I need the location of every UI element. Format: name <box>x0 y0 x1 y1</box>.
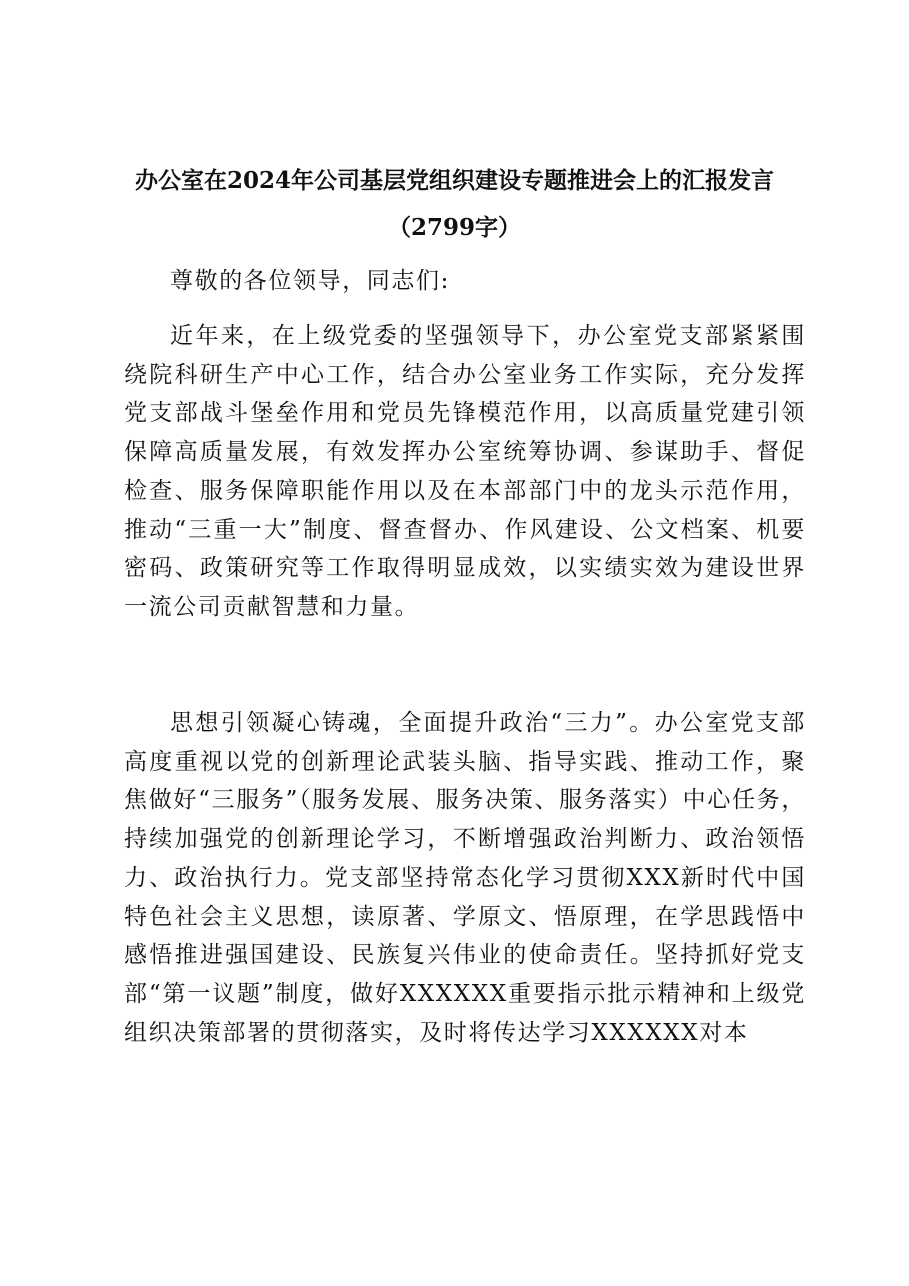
salutation: 尊敬的各位领导，同志们: <box>170 268 450 294</box>
document-subtitle: （2799字） <box>387 214 521 241</box>
body-paragraph-2: 思想引领凝心铸魂，全面提升政治“三力”。办公室党支部高度重视以党的创新理论武装头脑、指导实践、推动工作，聚焦做好“三服务”（服务发展、服务决策、服务落实）中心任务，持续加强党的创新理论学习，不断增强政治判断力、政治领悟力、政治执行力。党支部坚持常态化学习贯彻XXX新时代中国特色社会主义思想，读原著、学原文、悟原理，在学思践悟中感悟推进强国建设、民族复兴伟业的使命责任。坚持抓好党支部“第一议题”制度，做好XXXXXX重要指示批示精神和上级党组织决策部署的贯彻落实，及时将传达学习XXXXXX对本 <box>124 710 806 1046</box>
body-paragraph-1: 近年来，在上级党委的坚强领导下，办公室党支部紧紧围绕院科研生产中心工作，结合办公室业务工作实际，充分发挥党支部战斗堡垒作用和党员先锋模范作用，以高质量党建引领保障高质量发展，有效发挥办公室统筹协调、参谋助手、督促检查、服务保障职能作用以及在本部部门中的龙头示范作用，推动“三重一大”制度、督查督办、作风建设、公文档案、机要密码、政策研究等工作取得明显成效，以实绩实效为建设世界一流公司贡献智慧和力量。 <box>124 323 806 620</box>
document-title: 办公室在2024年公司基层党组织建设专题推进会上的汇报发言 <box>134 167 774 194</box>
